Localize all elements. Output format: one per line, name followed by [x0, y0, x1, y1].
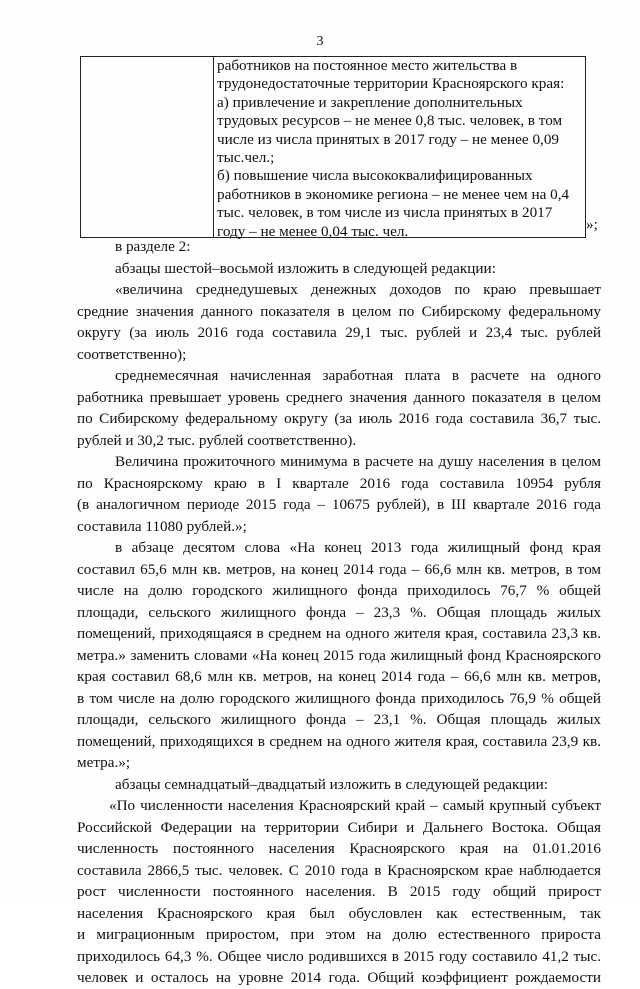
text-line: составил 65,6 млн кв. метров, на конец 2014 года – 66,6 млн кв. метров, в том — [77, 560, 601, 578]
page-number: 3 — [316, 34, 324, 49]
text-line: края составил 68,6 млн кв. метров, на конец 2014 года – 66,6 млн кв. метров, — [77, 668, 601, 685]
text-line: среднемесячная начисленная заработная плата в расчете на одного — [115, 367, 601, 384]
table-line: работников на постоянное место жительства в — [217, 57, 518, 74]
table-line: трудовых ресурсов – не менее 0,8 тыс. человек, в том — [217, 112, 563, 130]
text-line: в абзаце десятом слова «На конец 2013 года жилищный фонд края — [115, 539, 601, 556]
text-line: соответственно); — [77, 345, 187, 363]
table — [80, 56, 586, 238]
text-line: «По численности населения Красноярский край – самый крупный субъект — [109, 797, 601, 814]
text-line: (в аналогичном периоде 2015 года – 10675 рублей), в III квартале 2016 года — [77, 496, 601, 513]
text-line: округу (за июль 2016 года составила 29,1 тыс. рублей и 23,4 тыс. рублей — [77, 324, 601, 341]
text-line: абзацы семнадцатый–двадцатый изложить в следующей редакции: — [115, 775, 548, 793]
text-line: в том числе на долю городского жилищного фонда приходилось 76,9 % общей — [77, 689, 601, 707]
text-line: человек и осталось на уровне 2014 года. Общий коэффициент рождаемости — [77, 969, 601, 986]
table-line: работников в экономике региона – не менее чем на 0,4 — [217, 185, 570, 203]
text-line: численность постоянного населения Красноярского края на 01.01.2016 — [77, 840, 601, 857]
table-line: б) повышение числа высококвалифицированных — [217, 167, 533, 185]
text-line: метра.»; — [77, 754, 131, 771]
text-line: числе на долю городского жилищного фонда приходилось 76,7 % общей — [77, 582, 601, 599]
text-line: работника превышает уровень среднего значения данного показателя в целом — [77, 388, 601, 406]
text-line: по Сибирскому федеральному округу (за июль 2016 года составила 36,7 тыс. — [77, 410, 601, 427]
text-line: площади, сельского жилищного фонда – 23,1 %. Общая площадь жилых — [77, 711, 601, 728]
text-line: в разделе 2: — [115, 238, 191, 255]
text-line: населения Красноярского края был обусловлен как естественным, так — [77, 904, 601, 922]
text-line: Российской Федерации на территории Сибири и Дальнего Востока. Общая — [77, 818, 601, 836]
text-line: рост численности постоянного населения. В 2015 году общий прирост — [77, 883, 601, 900]
table-cell-empty — [81, 57, 214, 237]
table-line: тыс.чел.; — [217, 149, 275, 167]
table-cell-text — [217, 57, 581, 241]
text-line: Величина прожиточного минимума в расчете на душу населения в целом — [115, 453, 601, 470]
table-line: году – не менее 0,04 тыс. чел. — [217, 222, 409, 240]
quote-close-mark: »; — [586, 216, 598, 233]
text-line: и миграционным приростом, при этом на долю естественного прироста — [77, 926, 601, 943]
text-line: метра.» заменить словами «На конец 2015 года жилищный фонд Красноярского — [77, 646, 601, 664]
text-line: приходилось 64,3 %. Общее число родившихся в 2015 году составило 41,2 тыс. — [77, 947, 601, 965]
table-line: тыс. человек, в том числе из числа принятых в 2017 — [217, 204, 553, 222]
text-line: составила 11080 рублей.»; — [77, 517, 247, 535]
text-line: средние значения данного показателя в целом по Сибирскому федеральному — [77, 302, 601, 320]
table-line: числе из числа принятых в 2017 году – не менее 0,09 — [217, 130, 560, 148]
text-line: помещений, приходящаяся в среднем на одного жителя края, составила 23,3 кв. — [77, 625, 601, 642]
text-line: «величина среднедушевых денежных доходов по краю превышает — [115, 281, 601, 298]
text-line: составила 2866,5 тыс. человек. С 2010 года в Красноярском крае наблюдается — [77, 861, 601, 879]
text-line: абзацы шестой–восьмой изложить в следующей редакции: — [115, 259, 496, 277]
text-line: помещений, приходящихся в среднем на одного жителя края, составила 23,9 кв. — [77, 732, 601, 750]
text-line: площади, сельского жилищного фонда – 23,3 %. Общая площадь жилых — [77, 603, 601, 621]
table-line: трудонедостаточные территории Красноярского края: — [217, 75, 565, 93]
text-line: рублей и 30,2 тыс. рублей соответственно). — [77, 431, 357, 449]
table-line: а) привлечение и закрепление дополнительных — [217, 93, 523, 111]
body-text — [77, 236, 601, 989]
text-line: по Красноярскому краю в I квартале 2016 года составила 10954 рубля — [77, 474, 601, 492]
